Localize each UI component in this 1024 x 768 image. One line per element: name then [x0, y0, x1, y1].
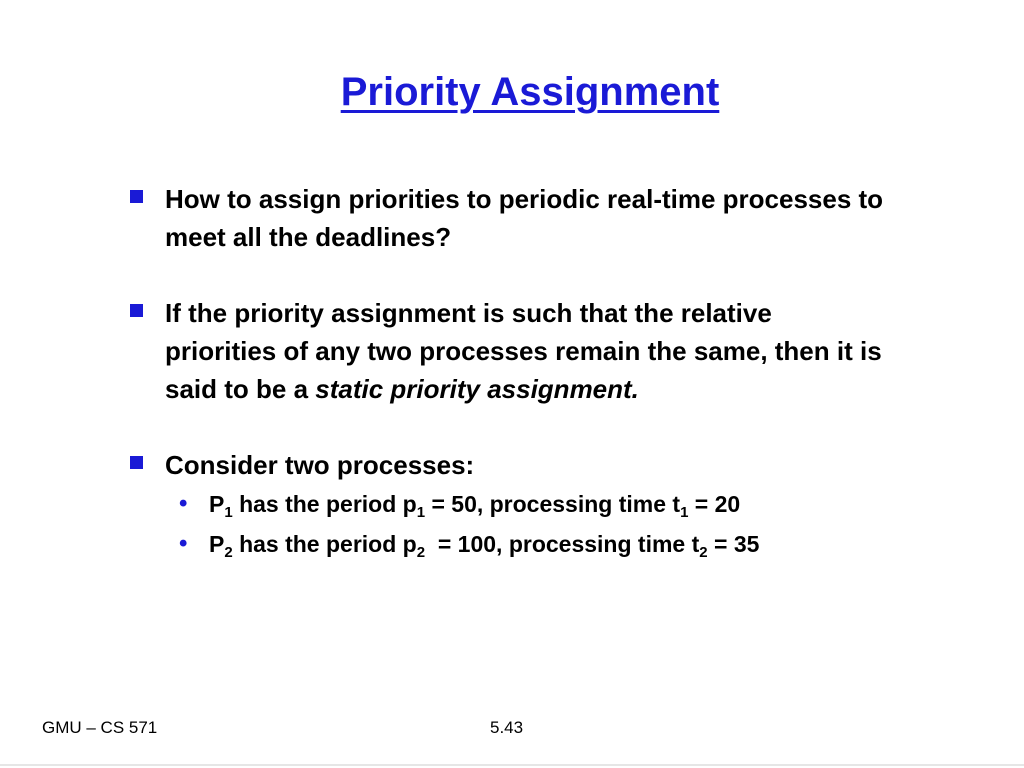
sub-text: has the period p — [232, 531, 417, 557]
bullet-list — [130, 180, 890, 564]
square-bullet-icon — [130, 304, 143, 317]
bottom-divider — [0, 764, 1024, 766]
footer-course: GMU – CS 571 — [42, 718, 158, 737]
sub-text: = 35 — [707, 531, 760, 557]
sub-item-process-1 — [165, 484, 890, 524]
bullet-item-assign — [130, 180, 890, 256]
footer-slide-number: 5.43 — [490, 718, 524, 737]
bullet-text: If the priority assignment is such that the relative priorities of any two processes remain the same, then it is said to be a — [165, 298, 882, 404]
subscript: 1 — [680, 504, 689, 521]
sub-text: = 50, processing time t — [425, 491, 681, 517]
sub-text: = 100, processing time t — [425, 531, 700, 557]
sub-text: has the period p — [232, 491, 417, 517]
square-bullet-icon — [130, 190, 143, 203]
subscript: 1 — [224, 504, 233, 521]
bullet-emphasis: static priority assignment. — [315, 374, 639, 404]
subscript: 2 — [224, 544, 233, 561]
sub-item-process-2 — [165, 524, 890, 564]
subscript: 2 — [416, 544, 426, 561]
subscript: 1 — [416, 504, 426, 521]
dot-bullet-icon: • — [179, 490, 188, 517]
slide-title: Priority Assignment — [340, 70, 720, 114]
square-bullet-icon — [130, 456, 143, 469]
subscript: 2 — [699, 544, 708, 561]
process-label: P — [209, 531, 225, 557]
process-label: P — [209, 491, 225, 517]
sub-text: = 20 — [688, 491, 741, 517]
bullet-item-static — [130, 294, 890, 408]
bullet-text: How to assign priorities to periodic real-time processes to meet all the deadlines? — [165, 184, 884, 252]
bullet-text: Consider two processes: — [165, 450, 475, 480]
sub-bullet-list — [165, 484, 890, 564]
dot-bullet-icon: • — [179, 530, 188, 557]
bullet-item-consider — [130, 446, 890, 564]
